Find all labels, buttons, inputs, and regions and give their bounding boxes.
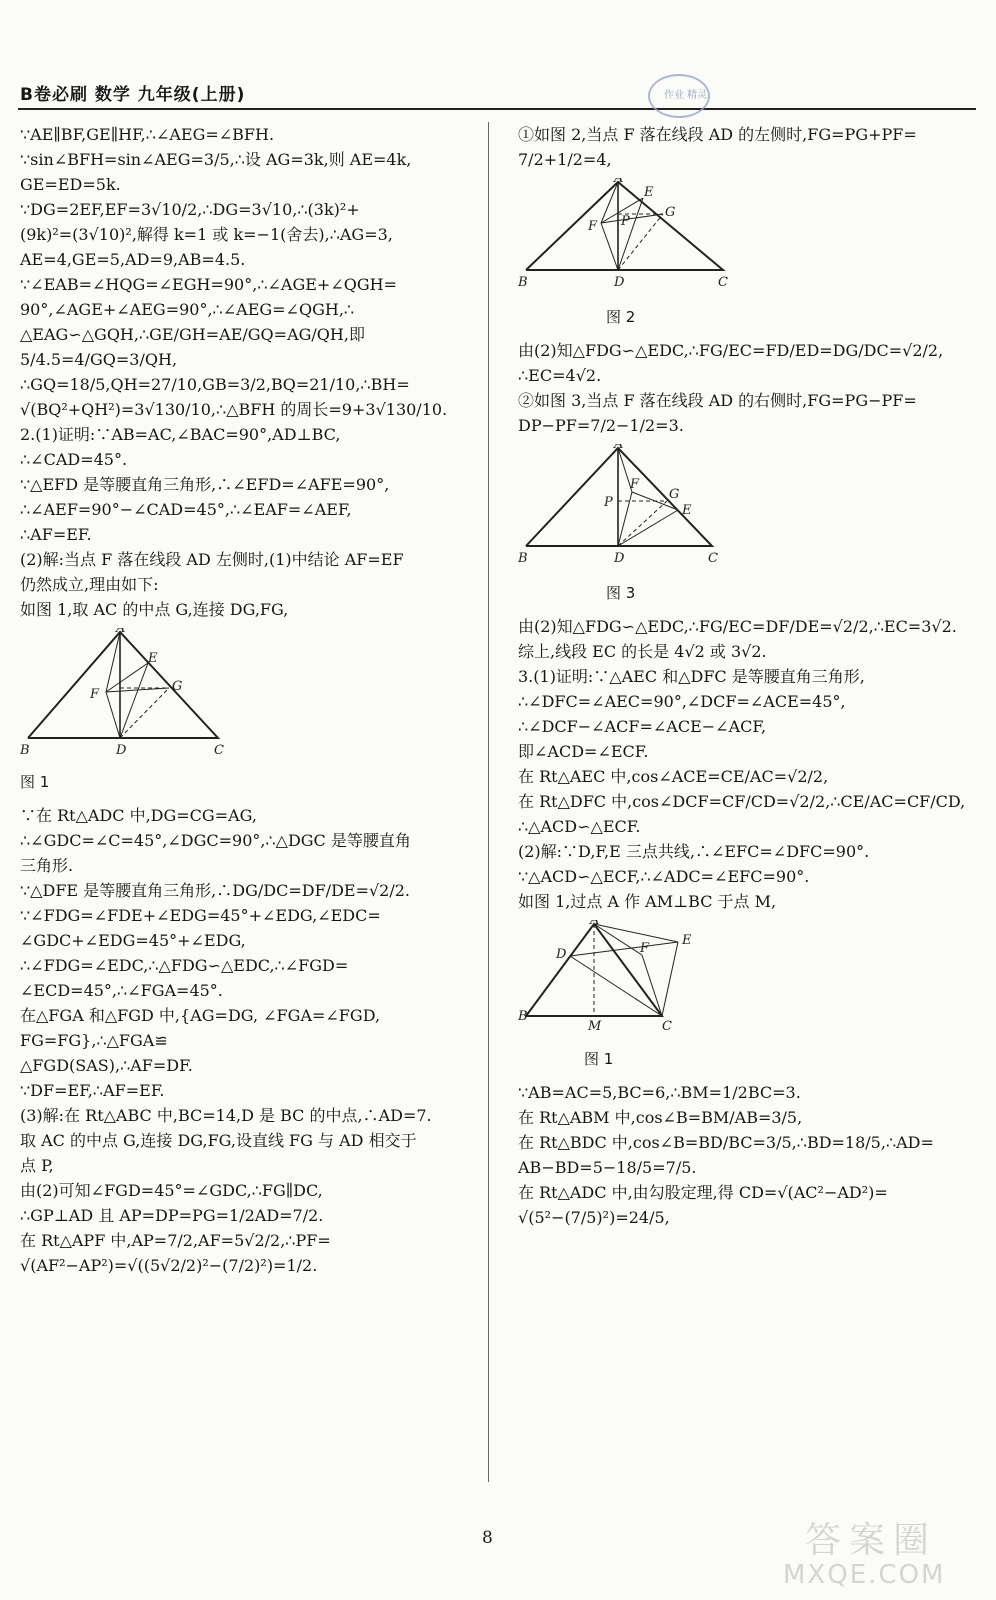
text-line: 如图 1,过点 A 作 AM⊥BC 于点 M, [518,892,777,911]
triangle-diagram [518,444,733,574]
text-line: ∵AE∥BF,GE∥HF,∴∠AEG=∠BFH. [20,125,275,144]
text-line: 2.(1)证明:∵AB=AC,∠BAC=90°,AD⊥BC, [20,425,341,444]
fig3-label-C: C [708,551,718,566]
text-line: 由(2)知△FDG∽△EDC,∴FG/EC=FD/ED=DG/DC=√2/2, [518,341,944,360]
text-line: ∴∠DCF−∠ACF=∠ACE−∠ACF, [518,717,767,736]
column-divider [488,122,489,1482]
text-line: AE=4,GE=5,AD=9,AB=4.5. [20,250,246,269]
text-line: 由(2)知△FDG∽△EDC,∴FG/EC=DF/DE=√2/2,∴EC=3√2. [518,617,957,636]
triangle-diagram [518,178,738,298]
text-line: ∴△ACD∽△ECF. [518,817,641,836]
text-line: 90°,∠AGE+∠AEG=90°,∴∠AEG=∠QGH,∴ [20,300,355,319]
text-line: ∴∠FDG=∠EDC,∴△FDG∽△EDC,∴∠FGD= [20,956,349,975]
fig3-label-A: A [614,444,624,452]
text-line: ∵∠FDG=∠FDE+∠EDG=45°+∠EDG,∠EDC= [20,906,381,925]
figure-caption: 图 3 [606,584,636,602]
text-line: √(5²−(7/5)²)=24/5, [518,1208,670,1227]
text-line: 在 Rt△ABM 中,cos∠B=BM/AB=3/5, [518,1108,803,1127]
fig2-label-P: P [621,214,630,229]
text-line: AB−BD=5−18/5=7/5. [518,1158,697,1177]
fig1r-label-B: B [518,1009,528,1024]
text-line: ∴GQ=18/5,QH=27/10,GB=3/2,BQ=21/10,∴BH= [20,375,410,394]
triangle-diagram [20,628,230,763]
text-line: 在△FGA 和△FGD 中,{AG=DG, ∠FGA=∠FGD, FG=FG},∴△FGA≌ [20,1006,386,1050]
fig1r-label-D: D [556,947,567,962]
text-line: ∵DG=2EF,EF=3√10/2,∴DG=3√10,∴(3k)²+ [20,200,360,219]
text-line: ∴∠DFC=∠AEC=90°,∠DCF=∠ACE=45°, [518,692,846,711]
text-line: ∵△ACD∽△ECF,∴∠ADC=∠EFC=90°. [518,867,810,886]
text-line: (9k)²=(3√10)²,解得 k=1 或 k=−1(舍去),∴AG=3, [20,225,393,244]
fig2-label-D: D [614,275,625,290]
text-line: 三角形. [20,856,74,875]
left-solution-text-continued [20,803,475,1278]
text-line: 在 Rt△BDC 中,cos∠B=BD/BC=3/5,∴BD=18/5,∴AD= [518,1133,934,1152]
fig1r-label-C: C [662,1019,672,1034]
left-column [20,122,475,1278]
fig1-label-F: F [90,687,100,702]
fig1-label-D: D [116,743,127,758]
text-line: ∠ECD=45°,∴∠FGA=45°. [20,981,223,1000]
fig2-label-F: F [588,219,598,234]
figure-1-right [518,920,973,1072]
text-line: 取 AC 的中点 G,连接 DG,FG,设直线 FG 与 AD 相交于 [20,1131,417,1150]
figure-1-left [20,628,475,795]
text-line: ②如图 3,当点 F 落在线段 AD 的右侧时,FG=PG−PF= [518,391,917,410]
fig2-label-B: B [518,275,528,290]
text-line: 如图 1,取 AC 的中点 G,连接 DG,FG, [20,600,289,619]
text-line: ∴∠GDC=∠C=45°,∠DGC=90°,∴△DGC 是等腰直角 [20,831,411,850]
fig3-label-P: P [604,495,613,510]
text-line: 3.(1)证明:∵△AEC 和△DFC 是等腰直角三角形, [518,667,865,686]
fig1r-label-A: A [590,920,600,928]
stamp-logo [648,74,710,118]
header-rule [18,108,976,110]
text-line: ∵△DFE 是等腰直角三角形,∴DG/DC=DF/DE=√2/2. [20,881,411,900]
text-line: 在 Rt△AEC 中,cos∠ACE=CE/AC=√2/2, [518,767,829,786]
fig1r-label-F: F [640,941,650,956]
text-line: ∵在 Rt△ADC 中,DG=CG=AG, [20,806,257,825]
figure-caption: 图 1 [20,773,50,791]
fig1-label-C: C [214,743,224,758]
text-line: DP−PF=7/2−1/2=3. [518,416,684,435]
fig1-label-E: E [148,651,158,666]
text-line: √(BQ²+QH²)=3√130/10,∴△BFH 的周长=9+3√130/10. [20,400,448,419]
text-line: 即∠ACD=∠ECF. [518,742,649,761]
text-line: ∴GP⊥AD 且 AP=DP=PG=1/2AD=7/2. [20,1206,324,1225]
figure-caption: 图 1 [584,1050,614,1068]
text-line: (2)解:当点 F 落在线段 AD 左侧时,(1)中结论 AF=EF [20,550,404,569]
fig2-label-E: E [644,185,654,200]
page-header: B卷必刷 数学 九年级(上册) [20,85,246,105]
text-line: ∵AB=AC=5,BC=6,∴BM=1/2BC=3. [518,1083,801,1102]
text-line: 7/2+1/2=4, [518,150,612,169]
fig2-label-G: G [665,205,676,220]
text-line: ∴EC=4√2. [518,366,602,385]
fig3-label-F: F [630,477,640,492]
fig1-label-G: G [172,679,183,694]
text-line: ∵sin∠BFH=sin∠AEG=3/5,∴设 AG=3k,则 AE=4k, [20,150,412,169]
right-solution-text-1 [518,122,973,172]
text-line: ∵△EFD 是等腰直角三角形,∴∠EFD=∠AFE=90°, [20,475,390,494]
text-line: 在 Rt△ADC 中,由勾股定理,得 CD=√(AC²−AD²)= [518,1183,888,1202]
stamp-text: 作业 精灵 [664,90,708,101]
left-solution-text [20,122,475,622]
text-line: △EAG∽△GQH,∴GE/GH=AE/GQ=AG/QH,即 5/4.5=4/GQ=3/QH, [20,325,371,369]
text-line: 综上,线段 EC 的长是 4√2 或 3√2. [518,642,767,661]
watermark-title: 答案圈 [805,1520,938,1561]
watermark-logo [775,1512,995,1596]
right-solution-text-4 [518,1080,973,1230]
fig3-label-E: E [682,503,692,518]
text-line: GE=ED=5k. [20,175,121,194]
text-line: ∵∠EAB=∠HQG=∠EGH=90°,∴∠AGE+∠QGH= [20,275,397,294]
text-line: 由(2)可知∠FGD=45°=∠GDC,∴FG∥DC, [20,1181,323,1200]
text-line: ∵DF=EF,∴AF=EF. [20,1081,165,1100]
figure-caption: 图 2 [606,308,636,326]
text-line: ①如图 2,当点 F 落在线段 AD 的左侧时,FG=PG+PF= [518,125,917,144]
fig1-label-B: B [20,743,30,758]
text-line: 点 P, [20,1156,54,1175]
page-number: 8 [482,1528,493,1548]
right-solution-text-3 [518,614,973,914]
text-line: ∴∠AEF=90°−∠CAD=45°,∴∠EAF=∠AEF, [20,500,352,519]
fig3-label-D: D [614,551,625,566]
fig3-label-B: B [518,551,528,566]
text-line: 仍然成立,理由如下: [20,575,159,594]
watermark-url: MXQE.COM [783,1560,946,1590]
text-line: (3)解:在 Rt△ABC 中,BC=14,D 是 BC 的中点,∴AD=7. [20,1106,432,1125]
quadrilateral-diagram [518,920,703,1040]
right-solution-text-2 [518,338,973,438]
text-line: 在 Rt△APF 中,AP=7/2,AF=5√2/2,∴PF= [20,1231,331,1250]
fig2-label-C: C [718,275,728,290]
text-line: (2)解:∵D,F,E 三点共线,∴∠EFC=∠DFC=90°. [518,842,870,861]
text-line: 在 Rt△DFC 中,cos∠DCF=CF/CD=√2/2,∴CE/AC=CF/CD, [518,792,966,811]
fig2-label-A: A [614,178,624,186]
fig3-label-G: G [669,487,680,502]
text-line: ∴∠CAD=45°. [20,450,128,469]
text-line: ∠GDC+∠EDG=45°+∠EDG, [20,931,246,950]
fig1-label-A: A [116,628,126,636]
fig1r-label-E: E [682,933,692,948]
right-column [518,122,973,1230]
text-line: △FGD(SAS),∴AF=DF. [20,1056,193,1075]
fig1r-label-M: M [588,1019,602,1034]
figure-2 [518,178,973,330]
text-line: ∴AF=EF. [20,525,92,544]
text-line: √(AF²−AP²)=√((5√2/2)²−(7/2)²)=1/2. [20,1256,318,1275]
figure-3 [518,444,973,606]
